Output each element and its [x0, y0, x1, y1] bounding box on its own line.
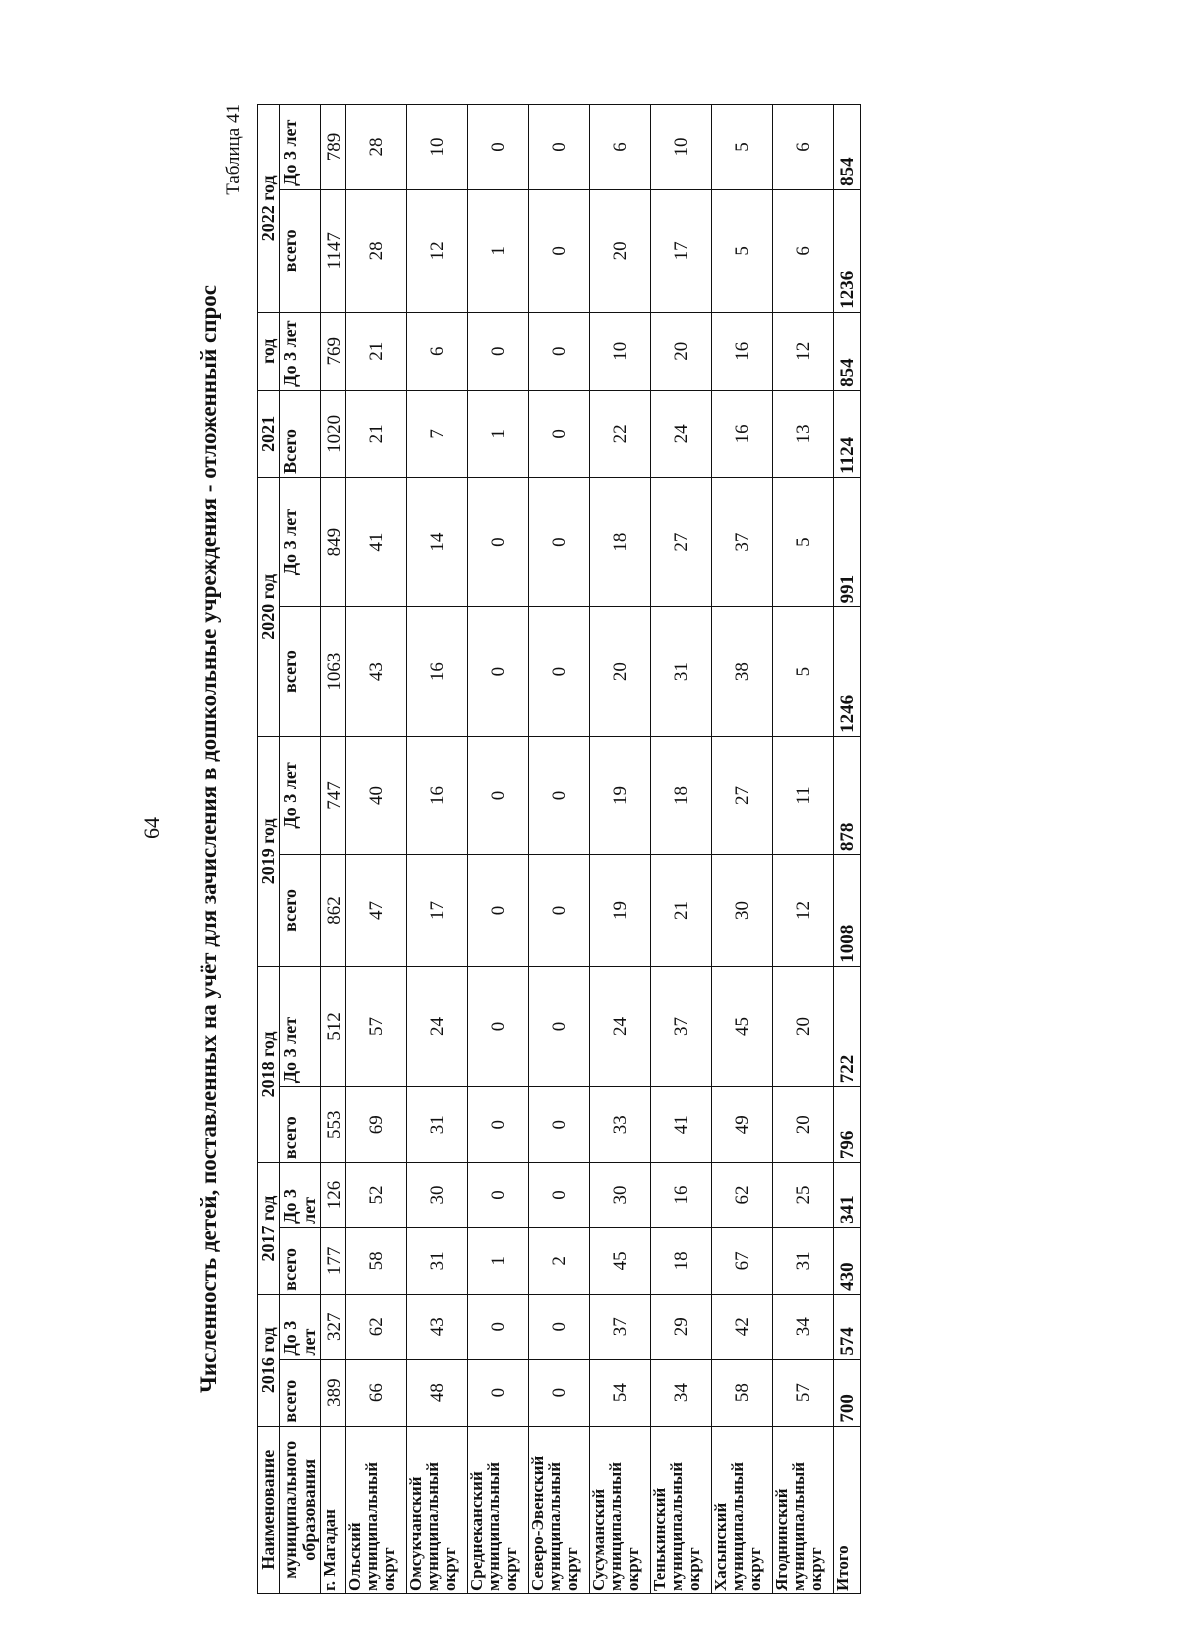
table-row — [407, 105, 468, 1594]
cell-value: 11 — [773, 736, 834, 854]
cell-value: 0 — [529, 1163, 590, 1228]
cell-value: 21 — [346, 312, 407, 390]
cell-value: 1 — [468, 390, 529, 477]
cell-value: 10 — [590, 312, 651, 390]
cell-value: 16 — [712, 390, 773, 477]
cell-value: 37 — [590, 1294, 651, 1359]
cell-value: 37 — [712, 477, 773, 606]
table-row — [468, 105, 529, 1594]
cell-value: 769 — [321, 312, 346, 390]
cell-value: 0 — [529, 477, 590, 606]
header-sub: До 3 лет — [280, 477, 321, 606]
row-name: г. Магадан — [321, 1426, 346, 1593]
cell-value: 30 — [407, 1163, 468, 1228]
cell-value: 10 — [407, 105, 468, 190]
table-row — [773, 105, 834, 1594]
cell-value: 20 — [773, 1087, 834, 1163]
header-year: 2019 год — [258, 736, 280, 966]
header-year: 2017 год — [258, 1163, 280, 1295]
row-name: Ольский муниципальный округ — [346, 1426, 407, 1593]
cell-value: 25 — [773, 1163, 834, 1228]
header-sub: всего — [280, 1227, 321, 1294]
cell-value: 0 — [529, 855, 590, 967]
cell-value: 41 — [346, 477, 407, 606]
cell-value: 24 — [651, 390, 712, 477]
cell-value: 389 — [321, 1359, 346, 1426]
cell-value: 31 — [773, 1227, 834, 1294]
cell-value: 430 — [834, 1227, 861, 1294]
cell-value: 0 — [529, 736, 590, 854]
cell-value: 0 — [468, 966, 529, 1087]
cell-value: 0 — [468, 607, 529, 736]
header-sub: До 3 лет — [280, 966, 321, 1087]
cell-value: 5 — [773, 477, 834, 606]
row-name: Омсукчанский муниципальный округ — [407, 1426, 468, 1593]
cell-value: 0 — [468, 312, 529, 390]
cell-value: 49 — [712, 1087, 773, 1163]
cell-value: 1008 — [834, 855, 861, 967]
cell-value: 0 — [529, 1294, 590, 1359]
cell-value: 1124 — [834, 390, 861, 477]
cell-value: 12 — [407, 189, 468, 312]
cell-value: 41 — [651, 1087, 712, 1163]
cell-value: 62 — [712, 1163, 773, 1228]
cell-value: 796 — [834, 1087, 861, 1163]
cell-value: 27 — [651, 477, 712, 606]
header-sub: Всего — [280, 390, 321, 477]
cell-value: 16 — [407, 607, 468, 736]
cell-value: 0 — [529, 189, 590, 312]
cell-value: 10 — [651, 105, 712, 190]
cell-value: 862 — [321, 855, 346, 967]
cell-value: 20 — [590, 189, 651, 312]
cell-value: 19 — [590, 736, 651, 854]
cell-value: 0 — [529, 1359, 590, 1426]
cell-value: 126 — [321, 1163, 346, 1228]
cell-value: 6 — [590, 105, 651, 190]
cell-value: 700 — [834, 1359, 861, 1426]
cell-value: 341 — [834, 1163, 861, 1228]
cell-value: 991 — [834, 477, 861, 606]
cell-value: 18 — [590, 477, 651, 606]
cell-value: 57 — [346, 966, 407, 1087]
row-name: Тенькинский муниципальный округ — [651, 1426, 712, 1593]
cell-value: 0 — [468, 1087, 529, 1163]
cell-value: 1246 — [834, 607, 861, 736]
cell-value: 789 — [321, 105, 346, 190]
cell-value: 12 — [773, 312, 834, 390]
table-row — [590, 105, 651, 1594]
row-name: Ягоднинский муниципальный округ — [773, 1426, 834, 1593]
cell-value: 1236 — [834, 189, 861, 312]
cell-value: 0 — [468, 105, 529, 190]
cell-value: 47 — [346, 855, 407, 967]
cell-value: 24 — [407, 966, 468, 1087]
header-sub: До 3 лет — [280, 1294, 321, 1359]
cell-value: 34 — [651, 1359, 712, 1426]
cell-value: 854 — [834, 105, 861, 190]
cell-value: 28 — [346, 189, 407, 312]
cell-value: 0 — [529, 607, 590, 736]
cell-value: 14 — [407, 477, 468, 606]
cell-value: 1147 — [321, 189, 346, 312]
cell-value: 40 — [346, 736, 407, 854]
header-name-2: муниципального образования — [280, 1426, 321, 1593]
cell-value: 45 — [712, 966, 773, 1087]
cell-value: 38 — [712, 607, 773, 736]
cell-value: 5 — [712, 189, 773, 312]
cell-value: 327 — [321, 1294, 346, 1359]
cell-value: 854 — [834, 312, 861, 390]
header-sub: всего — [280, 607, 321, 736]
header-sub: всего — [280, 189, 321, 312]
cell-value: 7 — [407, 390, 468, 477]
cell-value: 16 — [712, 312, 773, 390]
cell-value: 67 — [712, 1227, 773, 1294]
cell-value: 21 — [346, 390, 407, 477]
cell-value: 58 — [346, 1227, 407, 1294]
header-year: 2016 год — [258, 1294, 280, 1426]
row-name: Сусуманский муниципальный округ — [590, 1426, 651, 1593]
cell-value: 0 — [529, 1087, 590, 1163]
cell-value: 22 — [590, 390, 651, 477]
cell-value: 69 — [346, 1087, 407, 1163]
table-row-total — [834, 105, 861, 1594]
cell-value: 13 — [773, 390, 834, 477]
cell-value: 574 — [834, 1294, 861, 1359]
header-sub: всего — [280, 1087, 321, 1163]
cell-value: 45 — [590, 1227, 651, 1294]
cell-value: 18 — [651, 736, 712, 854]
cell-value: 30 — [590, 1163, 651, 1228]
table-row — [651, 105, 712, 1594]
cell-value: 553 — [321, 1087, 346, 1163]
header-year: 2021 — [258, 390, 280, 477]
cell-value: 17 — [651, 189, 712, 312]
cell-value: 5 — [773, 607, 834, 736]
cell-value: 5 — [712, 105, 773, 190]
header-row-years — [258, 105, 280, 1594]
cell-value: 28 — [346, 105, 407, 190]
cell-value: 16 — [651, 1163, 712, 1228]
cell-value: 29 — [651, 1294, 712, 1359]
cell-value: 58 — [712, 1359, 773, 1426]
cell-value: 34 — [773, 1294, 834, 1359]
cell-value: 20 — [651, 312, 712, 390]
header-year: 2018 год — [258, 966, 280, 1162]
cell-value: 31 — [651, 607, 712, 736]
cell-value: 17 — [407, 855, 468, 967]
cell-value: 20 — [773, 966, 834, 1087]
cell-value: 31 — [407, 1227, 468, 1294]
cell-value: 2 — [529, 1227, 590, 1294]
cell-value: 0 — [529, 966, 590, 1087]
table-row — [529, 105, 590, 1594]
cell-value: 12 — [773, 855, 834, 967]
cell-value: 6 — [773, 189, 834, 312]
row-name: Хасынский муниципальный округ — [712, 1426, 773, 1593]
header-sub: До 3 лет — [280, 105, 321, 190]
table-label: Таблица 41 — [223, 104, 244, 195]
table-body — [321, 105, 861, 1594]
header-sub: До 3 лет — [280, 1163, 321, 1228]
header-year: 2022 год — [258, 105, 280, 313]
cell-value: 43 — [346, 607, 407, 736]
row-name: Северо-Эвенский муниципальный округ — [529, 1426, 590, 1593]
cell-value: 43 — [407, 1294, 468, 1359]
cell-value: 19 — [590, 855, 651, 967]
cell-value: 1 — [468, 1227, 529, 1294]
cell-value: 0 — [529, 312, 590, 390]
cell-value: 0 — [529, 105, 590, 190]
document-title: Численность детей, поставленных на учёт для зачисления в дошкольные учреждения - отложенный спрос — [196, 285, 221, 1393]
cell-value: 20 — [590, 607, 651, 736]
header-sub: всего — [280, 855, 321, 967]
cell-value: 57 — [773, 1359, 834, 1426]
cell-value: 0 — [468, 1163, 529, 1228]
header-sub: До 3 лет — [280, 312, 321, 390]
rotated-content — [195, 74, 985, 1594]
cell-value: 0 — [468, 1359, 529, 1426]
cell-value: 1063 — [321, 607, 346, 736]
cell-value: 66 — [346, 1359, 407, 1426]
table-row — [712, 105, 773, 1594]
cell-value: 27 — [712, 736, 773, 854]
row-name: Среднеканский муниципальный округ — [468, 1426, 529, 1593]
cell-value: 6 — [407, 312, 468, 390]
cell-value: 177 — [321, 1227, 346, 1294]
header-row-sub — [280, 105, 321, 1594]
cell-value: 62 — [346, 1294, 407, 1359]
cell-value: 747 — [321, 736, 346, 854]
header-sub: До 3 лет — [280, 736, 321, 854]
header-name: Наименование — [258, 1426, 280, 1593]
cell-value: 0 — [468, 1294, 529, 1359]
page-number: 64 — [139, 817, 164, 839]
table-row — [321, 105, 346, 1594]
cell-value: 722 — [834, 966, 861, 1087]
cell-value: 42 — [712, 1294, 773, 1359]
cell-value: 31 — [407, 1087, 468, 1163]
cell-value: 33 — [590, 1087, 651, 1163]
cell-value: 16 — [407, 736, 468, 854]
cell-value: 37 — [651, 966, 712, 1087]
cell-value: 512 — [321, 966, 346, 1087]
cell-value: 48 — [407, 1359, 468, 1426]
cell-value: 54 — [590, 1359, 651, 1426]
cell-value: 24 — [590, 966, 651, 1087]
cell-value: 21 — [651, 855, 712, 967]
cell-value: 1 — [468, 189, 529, 312]
cell-value: 6 — [773, 105, 834, 190]
header-sub: всего — [280, 1359, 321, 1426]
header-year-suffix: год — [258, 312, 280, 390]
data-table — [257, 104, 861, 1594]
cell-value: 1020 — [321, 390, 346, 477]
cell-value: 849 — [321, 477, 346, 606]
cell-value: 30 — [712, 855, 773, 967]
cell-value: 18 — [651, 1227, 712, 1294]
cell-value: 0 — [529, 390, 590, 477]
header-year: 2020 год — [258, 477, 280, 736]
cell-value: 878 — [834, 736, 861, 854]
cell-value: 52 — [346, 1163, 407, 1228]
row-name: Итого — [834, 1426, 861, 1593]
cell-value: 0 — [468, 477, 529, 606]
cell-value: 0 — [468, 855, 529, 967]
table-row — [346, 105, 407, 1594]
cell-value: 0 — [468, 736, 529, 854]
